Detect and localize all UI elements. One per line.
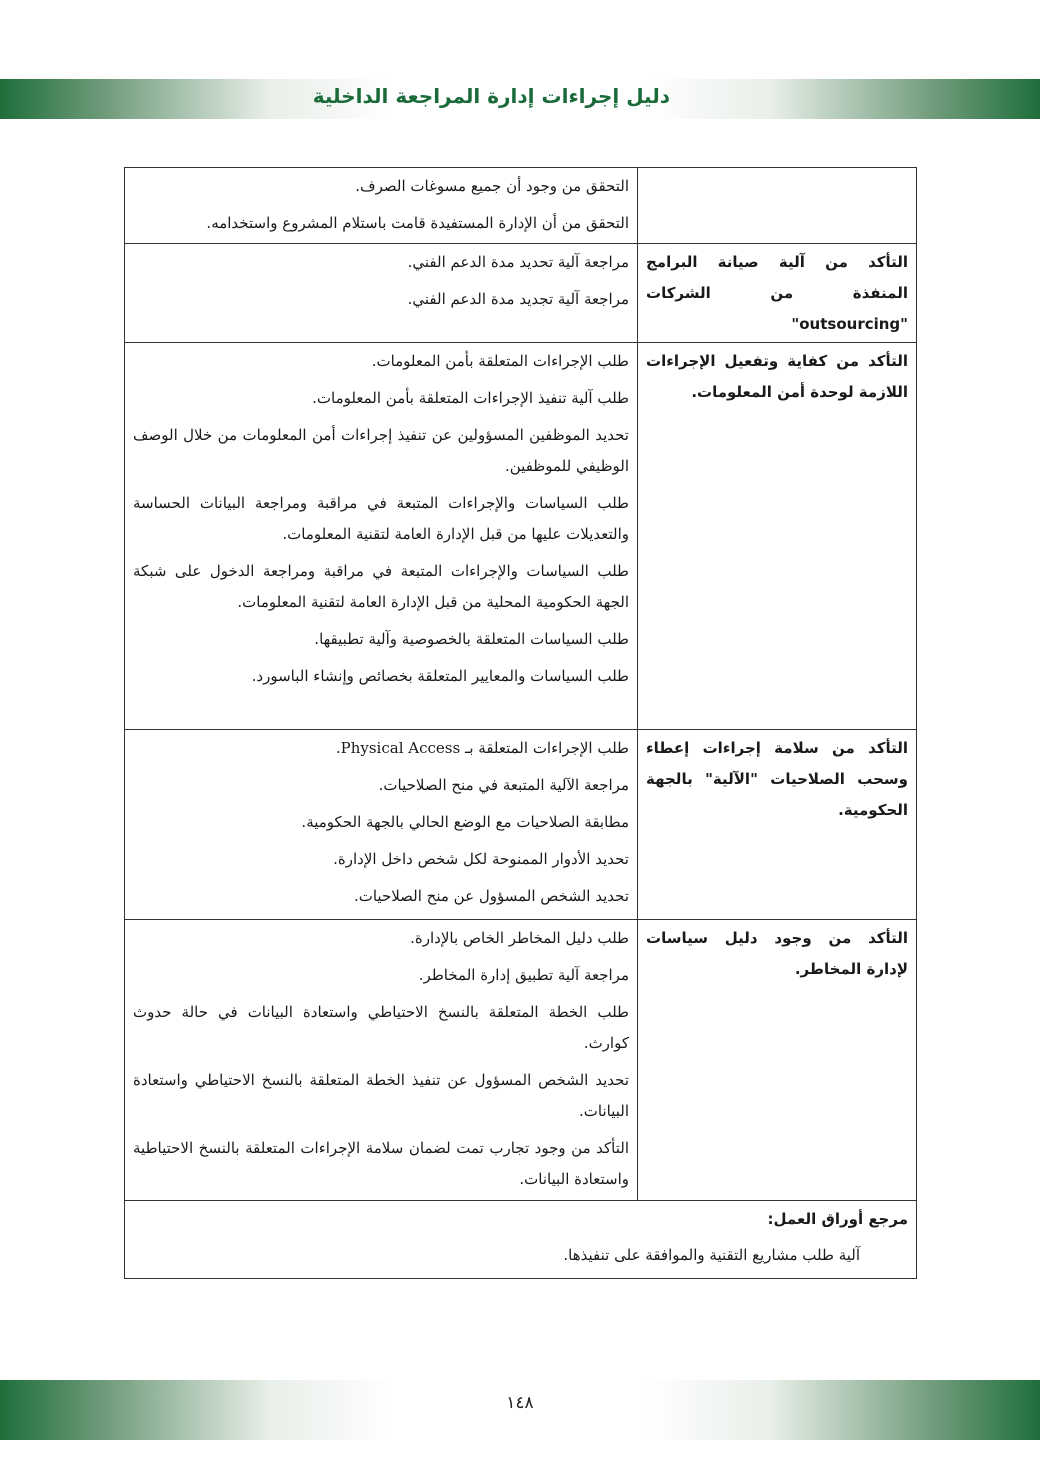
procedure-item: التأكد من وجود تجارب تمت لضمان سلامة الإجراءات المتعلقة بالنسخ الاحتياطية واستعادة البيانات.	[133, 1139, 629, 1188]
objective-cell	[638, 920, 917, 1201]
procedure-item: تحديد الموظفين المسؤولين عن تنفيذ إجراءات أمن المعلومات من خلال الوصف الوظيفي للموظفين.	[133, 426, 629, 475]
objective-cell	[638, 244, 917, 343]
procedure-item: تحديد الشخص المسؤول عن منح الصلاحيات.	[353, 887, 629, 905]
procedure-item: طلب دليل المخاطر الخاص بالإدارة.	[410, 929, 629, 947]
table-row	[125, 920, 917, 1201]
procedure-item: مطابقة الصلاحيات مع الوضع الحالي بالجهة الحكومية.	[301, 813, 629, 831]
objective-cell	[638, 343, 917, 730]
objective-text: التأكد من آلية صيانة البرامج المنفذة من الشركات "outsourcing"	[646, 253, 908, 333]
objective-text: التأكد من سلامة إجراءات إعطاء وسحب الصلاحيات "الآلية" بالجهة الحكومية.	[646, 739, 908, 819]
procedure-item: طلب السياسات والمعايير المتعلقة بخصائص وإنشاء الباسورد.	[251, 667, 629, 685]
table-row	[125, 343, 917, 730]
procedures-cell	[125, 244, 638, 343]
document-title: دليل إجراءات إدارة المراجعة الداخلية	[312, 84, 670, 108]
procedures-cell	[125, 168, 638, 244]
objective-text: التأكد من كفاية وتفعيل الإجراءات اللازمة لوحدة أمن المعلومات.	[646, 352, 908, 401]
procedure-item: التحقق من أن الإدارة المستفيدة قامت باستلام المشروع واستخدامه.	[206, 214, 629, 232]
procedure-item: التحقق من وجود أن جميع مسوغات الصرف.	[355, 177, 629, 195]
reference-row	[125, 1201, 917, 1279]
procedure-item: طلب الخطة المتعلقة بالنسخ الاحتياطي واستعادة البيانات في حالة حدوث كوارث.	[133, 1003, 629, 1052]
audit-procedures-table	[124, 167, 917, 1279]
table-row	[125, 244, 917, 343]
procedure-item: مراجعة آلية تجديد مدة الدعم الفني.	[407, 290, 629, 308]
procedure-item: طلب الإجراءات المتعلقة بـ Physical Access.	[335, 739, 629, 757]
reference-item: آلية طلب مشاريع التقنية والموافقة على تنفيذها.	[563, 1246, 860, 1264]
procedure-item: طلب آلية تنفيذ الإجراءات المتعلقة بأمن المعلومات.	[312, 389, 629, 407]
procedures-cell	[125, 343, 638, 730]
procedure-item: مراجعة الآلية المتبعة في منح الصلاحيات.	[378, 776, 629, 794]
objective-cell	[638, 168, 917, 244]
procedure-item: تحديد الشخص المسؤول عن تنفيذ الخطة المتعلقة بالنسخ الاحتياطي واستعادة البيانات.	[133, 1071, 629, 1120]
procedure-item: طلب الإجراءات المتعلقة بأمن المعلومات.	[371, 352, 629, 370]
procedure-item: مراجعة آلية تحديد مدة الدعم الفني.	[407, 253, 629, 271]
procedure-item: مراجعة آلية تطبيق إدارة المخاطر.	[418, 966, 629, 984]
reference-title: مرجع أوراق العمل:	[767, 1210, 908, 1228]
procedure-item: طلب السياسات والإجراءات المتبعة في مراقبة ومراجعة البيانات الحساسة والتعديلات عليها من قبل الإدارة العامة لتقنية المعلومات.	[133, 494, 629, 543]
objective-cell	[638, 730, 917, 920]
objective-text: التأكد من وجود دليل سياسات لإدارة المخاطر.	[646, 929, 908, 978]
reference-cell	[125, 1201, 917, 1279]
procedure-item: تحديد الأدوار الممنوحة لكل شخص داخل الإدارة.	[333, 850, 629, 868]
table-row	[125, 168, 917, 244]
procedures-cell	[125, 730, 638, 920]
procedure-item: طلب السياسات المتعلقة بالخصوصية وآلية تطبيقها.	[314, 630, 629, 648]
procedures-cell	[125, 920, 638, 1201]
table-row	[125, 730, 917, 920]
page-number: ١٤٨	[506, 1393, 534, 1413]
procedure-item: طلب السياسات والإجراءات المتبعة في مراقبة ومراجعة الدخول على شبكة الجهة الحكومية المحلية من قبل الإدارة العامة لتقنية المعلومات.	[133, 562, 629, 611]
